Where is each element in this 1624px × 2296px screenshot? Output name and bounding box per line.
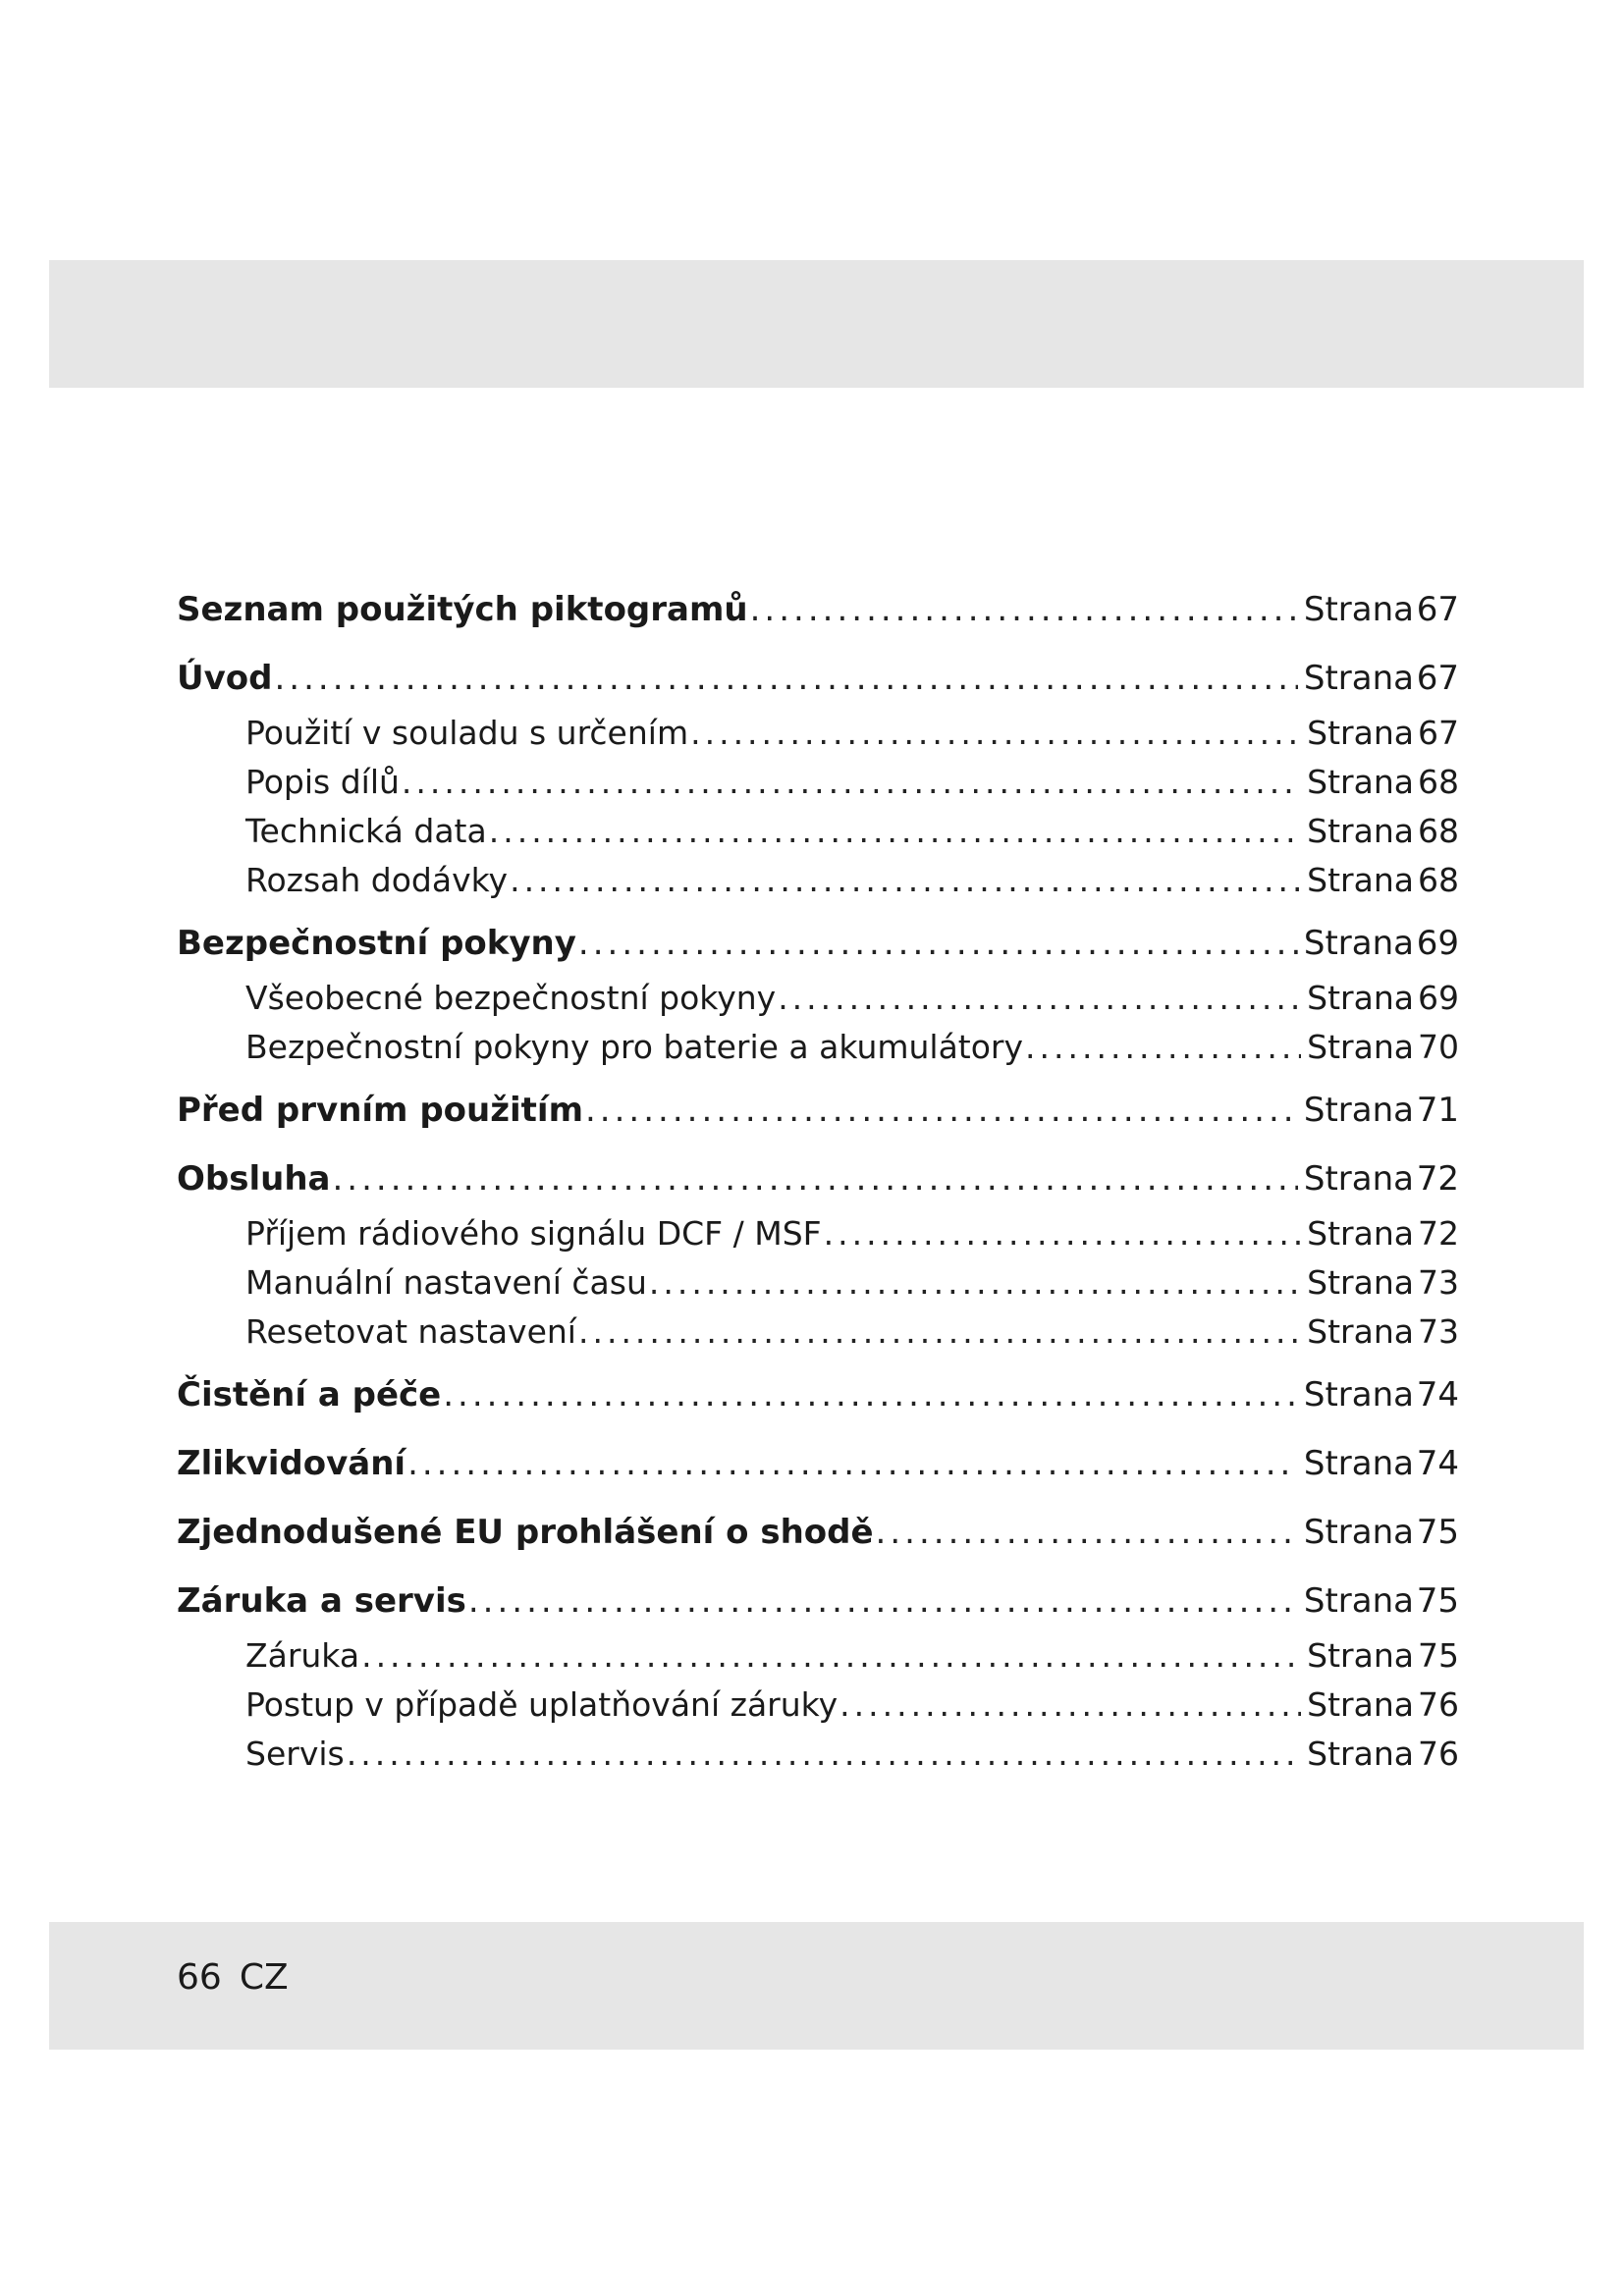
toc-page-label: Strana [1307, 1214, 1414, 1253]
toc-page-label: Strana [1307, 1685, 1414, 1724]
dot-leader [876, 1502, 1298, 1563]
toc-entry-title: Popis dílů [245, 763, 400, 801]
toc-page-label: Strana [1303, 1375, 1414, 1415]
toc-subentry[interactable] [177, 1681, 1459, 1730]
toc-page-number: 69 [1418, 979, 1459, 1017]
toc-subentry[interactable] [177, 758, 1459, 807]
toc-page-label: Strana [1303, 1444, 1414, 1483]
toc-entry[interactable] [177, 1433, 1459, 1494]
toc-subentry[interactable] [177, 856, 1459, 905]
dot-leader [649, 1258, 1301, 1308]
toc-page-label: Strana [1303, 1513, 1414, 1552]
toc-page-label: Strana [1307, 1263, 1414, 1302]
toc-subentry[interactable] [177, 709, 1459, 758]
dot-leader [402, 758, 1301, 807]
toc-entry[interactable] [177, 1148, 1459, 1209]
dot-leader [407, 1433, 1298, 1494]
toc-entry[interactable] [177, 913, 1459, 974]
toc-entry-title: Seznam použitých piktogramů [177, 590, 748, 629]
toc-subentry[interactable] [177, 807, 1459, 856]
header-band [49, 260, 1584, 388]
toc-page-number: 67 [1416, 659, 1459, 698]
toc-page-label: Strana [1307, 861, 1414, 899]
toc-subentry[interactable] [177, 1631, 1459, 1681]
toc-page-number: 73 [1418, 1263, 1459, 1302]
dot-leader [578, 1308, 1301, 1357]
dot-leader [489, 807, 1301, 856]
dot-leader [274, 648, 1297, 709]
toc-page-label: Strana [1307, 1735, 1414, 1773]
toc-page-number: 74 [1416, 1444, 1459, 1483]
toc-subentry[interactable] [177, 1258, 1459, 1308]
toc-page-number: 76 [1418, 1685, 1459, 1724]
toc-page-number: 76 [1418, 1735, 1459, 1773]
toc-entry[interactable] [177, 1364, 1459, 1425]
toc-entry[interactable] [177, 648, 1459, 709]
toc-page-number: 67 [1416, 590, 1459, 629]
dot-leader [347, 1730, 1301, 1779]
toc-entry-title: Servis [245, 1735, 345, 1773]
dot-leader [778, 974, 1301, 1023]
toc-entry-title: Resetovat nastavení [245, 1312, 576, 1351]
language-code: CZ [239, 1957, 289, 1998]
toc-entry-title: Rozsah dodávky [245, 861, 509, 899]
toc-page-number: 74 [1416, 1375, 1459, 1415]
dot-leader [1025, 1023, 1301, 1072]
dot-leader [824, 1209, 1302, 1258]
toc-subentry[interactable] [177, 1209, 1459, 1258]
toc-entry-title: Před prvním použitím [177, 1091, 583, 1130]
toc-entry[interactable] [177, 1502, 1459, 1563]
toc-entry-title: Technická data [245, 812, 487, 850]
toc-entry-title: Manuální nastavení času [245, 1263, 647, 1302]
toc-entry-title: Bezpečnostní pokyny pro baterie a akumulátory [245, 1028, 1024, 1066]
toc-page-number: 67 [1418, 714, 1459, 752]
toc-entry-title: Záruka [245, 1636, 360, 1675]
toc-page-number: 72 [1418, 1214, 1459, 1253]
toc-entry-title: Bezpečnostní pokyny [177, 924, 576, 963]
toc-page-number: 68 [1418, 861, 1459, 899]
dot-leader [578, 913, 1298, 974]
toc-entry-title: Postup v případě uplatňování záruky [245, 1685, 839, 1724]
dot-leader [510, 856, 1301, 905]
toc-subentry[interactable] [177, 1308, 1459, 1357]
dot-leader [690, 709, 1301, 758]
toc-page-label: Strana [1307, 1636, 1414, 1675]
toc-page-number: 73 [1418, 1312, 1459, 1351]
toc-entry-title: Použití v souladu s určením [245, 714, 689, 752]
toc-page-label: Strana [1303, 1581, 1414, 1621]
dot-leader [839, 1681, 1301, 1730]
toc-subentry[interactable] [177, 1730, 1459, 1779]
dot-leader [443, 1364, 1298, 1425]
toc-page-label: Strana [1303, 590, 1414, 629]
dot-leader [750, 579, 1298, 640]
toc-page-label: Strana [1303, 1159, 1414, 1199]
toc-entry-title: Záruka a servis [177, 1581, 466, 1621]
toc-entry-title: Všeobecné bezpečnostní pokyny [245, 979, 777, 1017]
dot-leader [468, 1571, 1298, 1631]
dot-leader [333, 1148, 1298, 1209]
toc-page-label: Strana [1307, 812, 1414, 850]
toc-page-label: Strana [1307, 979, 1414, 1017]
toc-page-label: Strana [1307, 1312, 1414, 1351]
toc-entry-title: Čistění a péče [177, 1375, 442, 1415]
toc-page-label: Strana [1303, 659, 1414, 698]
toc-page-label: Strana [1303, 1091, 1414, 1130]
toc-page-number: 72 [1416, 1159, 1459, 1199]
toc-entry[interactable] [177, 1080, 1459, 1141]
toc-subentry[interactable] [177, 1023, 1459, 1072]
toc-subentry[interactable] [177, 974, 1459, 1023]
toc-page-number: 75 [1416, 1513, 1459, 1552]
dot-leader [361, 1631, 1301, 1681]
toc-page-number: 71 [1416, 1091, 1459, 1130]
toc-page-number: 70 [1418, 1028, 1459, 1066]
toc-entry-title: Příjem rádiového signálu DCF / MSF [245, 1214, 822, 1253]
toc-entry[interactable] [177, 579, 1459, 640]
dot-leader [585, 1080, 1298, 1141]
toc-page-number: 75 [1418, 1636, 1459, 1675]
toc-entry-title: Zjednodušené EU prohlášení o shodě [177, 1513, 874, 1552]
toc-page-number: 75 [1416, 1581, 1459, 1621]
toc-entry-title: Obsluha [177, 1159, 331, 1199]
toc-entry-title: Zlikvidování [177, 1444, 406, 1483]
table-of-contents [177, 579, 1459, 1779]
toc-page-number: 68 [1418, 763, 1459, 801]
toc-page-number: 69 [1416, 924, 1459, 963]
toc-entry[interactable] [177, 1571, 1459, 1631]
toc-page-label: Strana [1307, 714, 1414, 752]
toc-page-label: Strana [1303, 924, 1414, 963]
toc-entry-title: Úvod [177, 659, 273, 698]
toc-page-label: Strana [1307, 763, 1414, 801]
page-footer [177, 1953, 306, 2002]
page-number: 66 [177, 1957, 222, 1998]
toc-page-number: 68 [1418, 812, 1459, 850]
toc-page-label: Strana [1307, 1028, 1414, 1066]
